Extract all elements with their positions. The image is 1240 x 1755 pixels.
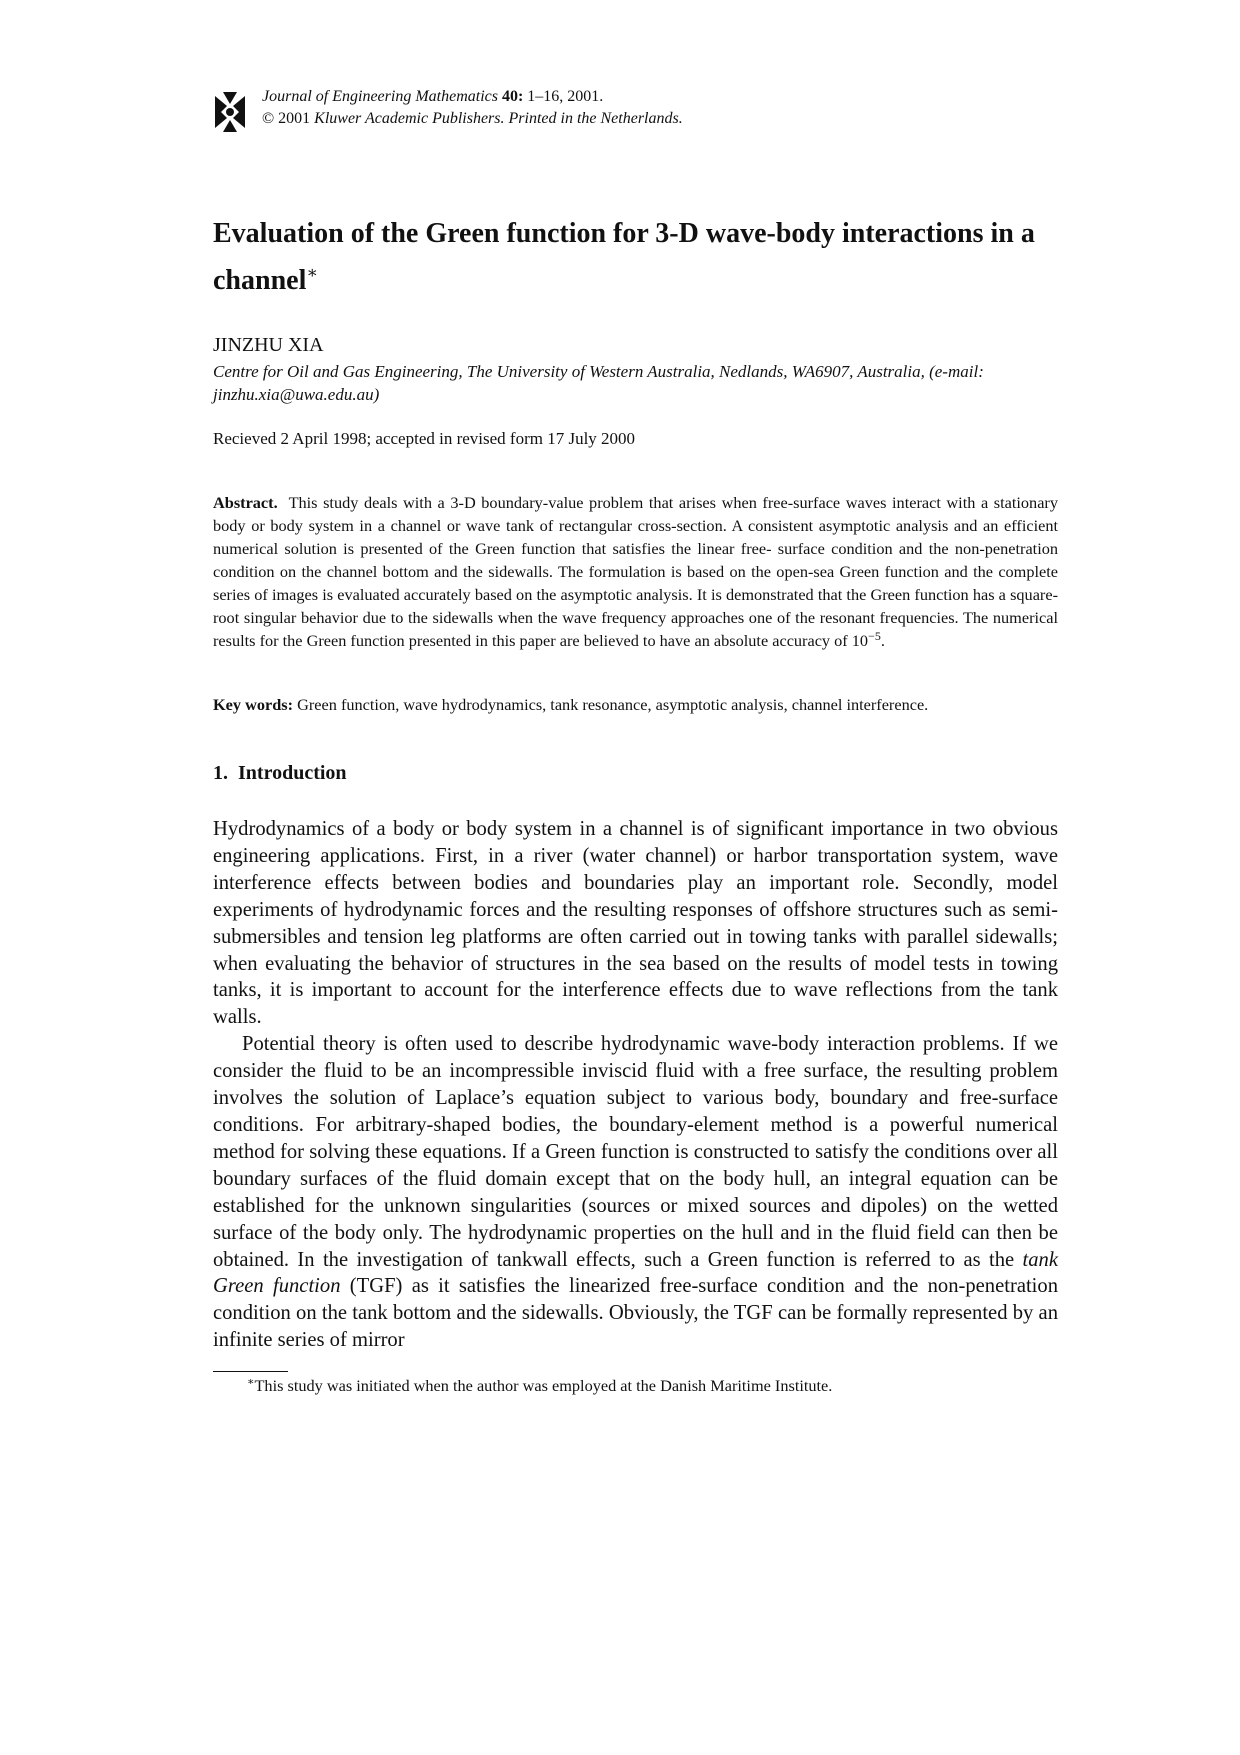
abstract-exponent: −5: [868, 629, 881, 643]
footnote-text: This study was initiated when the author was employed at the Danish Maritime Institute.: [254, 1376, 833, 1395]
abstract: [213, 491, 1058, 652]
footnote-rule: [213, 1371, 288, 1372]
keywords: [213, 693, 1058, 716]
received-dates: Recieved 2 April 1998; accepted in revised form 17 July 2000: [213, 429, 636, 448]
paragraph-text: (TGF) as it satisfies the linearized free-surface condition and the non-penetration condition on the tank bottom and the sidewalls. Obviously, the TGF can be formally represented by an infinite series of mirror: [213, 1275, 1058, 1352]
paper-title-text: Evaluation of the Green function for 3-D wave-body interactions in a channel: [213, 218, 1035, 296]
printed-location: Printed in the Netherlands.: [508, 110, 683, 127]
title-footnote-mark: ∗: [306, 263, 318, 282]
publisher-name: Kluwer Academic Publishers.: [314, 110, 505, 127]
author-name: JINZHU XIA: [213, 334, 324, 356]
journal-info: [262, 86, 683, 130]
copyright-prefix: © 2001: [262, 110, 311, 127]
journal-volume: 40:: [501, 88, 524, 105]
paper-title: [213, 214, 1058, 300]
abstract-end: .: [880, 631, 885, 650]
abstract-label: Abstract.: [213, 493, 278, 512]
keywords-text: Green function, wave hydrodynamics, tank resonance, asymptotic analysis, channel interference.: [297, 695, 929, 714]
body-text: [213, 816, 1058, 1354]
journal-name: Journal of Engineering Mathematics: [262, 88, 498, 105]
copyright-line: [262, 108, 683, 130]
section-heading: [213, 762, 347, 785]
footnote: [247, 1375, 832, 1397]
paragraph: [213, 1031, 1058, 1354]
emphasized-term: tank Green function: [213, 1248, 1058, 1298]
journal-header: [213, 86, 1058, 132]
abstract-text: This study deals with a 3-D boundary-value problem that arises when free-surface waves interact with a stationary body or body system in a channel or wave tank of rectangular cross-section. A consistent asymptotic analysis and an efficient numerical solution is presented of the Green function that satisfies the linear free- surface condition and the non-penetration condition on the channel bottom and the sidewalls. The formulation is based on the open-sea Green function and the complete series of images is evaluated accurately based on the asymptotic analysis. It is demonstrated that the Green function has a square-root singular behavior due to the sidewalls when the wave frequency approaches one of the resonant frequencies. The numerical results for the Green function presented in this paper are believed to have an absolute accuracy of 10: [213, 493, 1058, 650]
footnote-mark: ∗: [247, 1376, 255, 1388]
paragraph-text: Potential theory is often used to describe hydrodynamic wave-body interaction problems. If we consider the fluid to be an incompressible inviscid fluid with a free surface, the resulting problem involves the solution of Laplace’s equation subject to various body, boundary and free-surface conditions. For arbitrary-shaped bodies, the boundary-element method is a powerful numerical method for solving these equations. If a Green function is constructed to satisfy the conditions over all boundary surfaces of the fluid domain except that on the body hull, an integral equation can be established for the unknown singularities (sources or mixed sources and dipoles) on the wetted surface of the body only. The hydrodynamic properties on the hull and in the fluid field can then be obtained. In the investigation of tankwall effects, such a Green function is referred to as the: [213, 1033, 1058, 1271]
publisher-logo-icon: [213, 92, 247, 132]
paragraph: Hydrodynamics of a body or body system in a channel is of significant importance in two obvious engineering applications. First, in a river (water channel) or harbor transportation system, wave interference effects between bodies and boundaries play an important role. Secondly, model experiments of hydrodynamic forces and the resulting responses of offshore structures such as semi-submersibles and tension leg platforms are often carried out in towing tanks with parallel sidewalls; when evaluating the behavior of structures in the sea based on the results of model tests in towing tanks, it is important to account for the interference effects due to wave reflections from the tank walls.: [213, 818, 1058, 1029]
journal-citation-line: [262, 86, 683, 108]
section-number: 1.: [213, 762, 228, 784]
section-title: Introduction: [238, 762, 347, 784]
journal-pages-year: 1–16, 2001.: [527, 88, 604, 105]
author-affiliation: Centre for Oil and Gas Engineering, The University of Western Australia, Nedlands, WA6907, Australia, (e-mail: jinzhu.xia@uwa.edu.au): [213, 362, 984, 404]
keywords-label: Key words:: [213, 695, 294, 714]
